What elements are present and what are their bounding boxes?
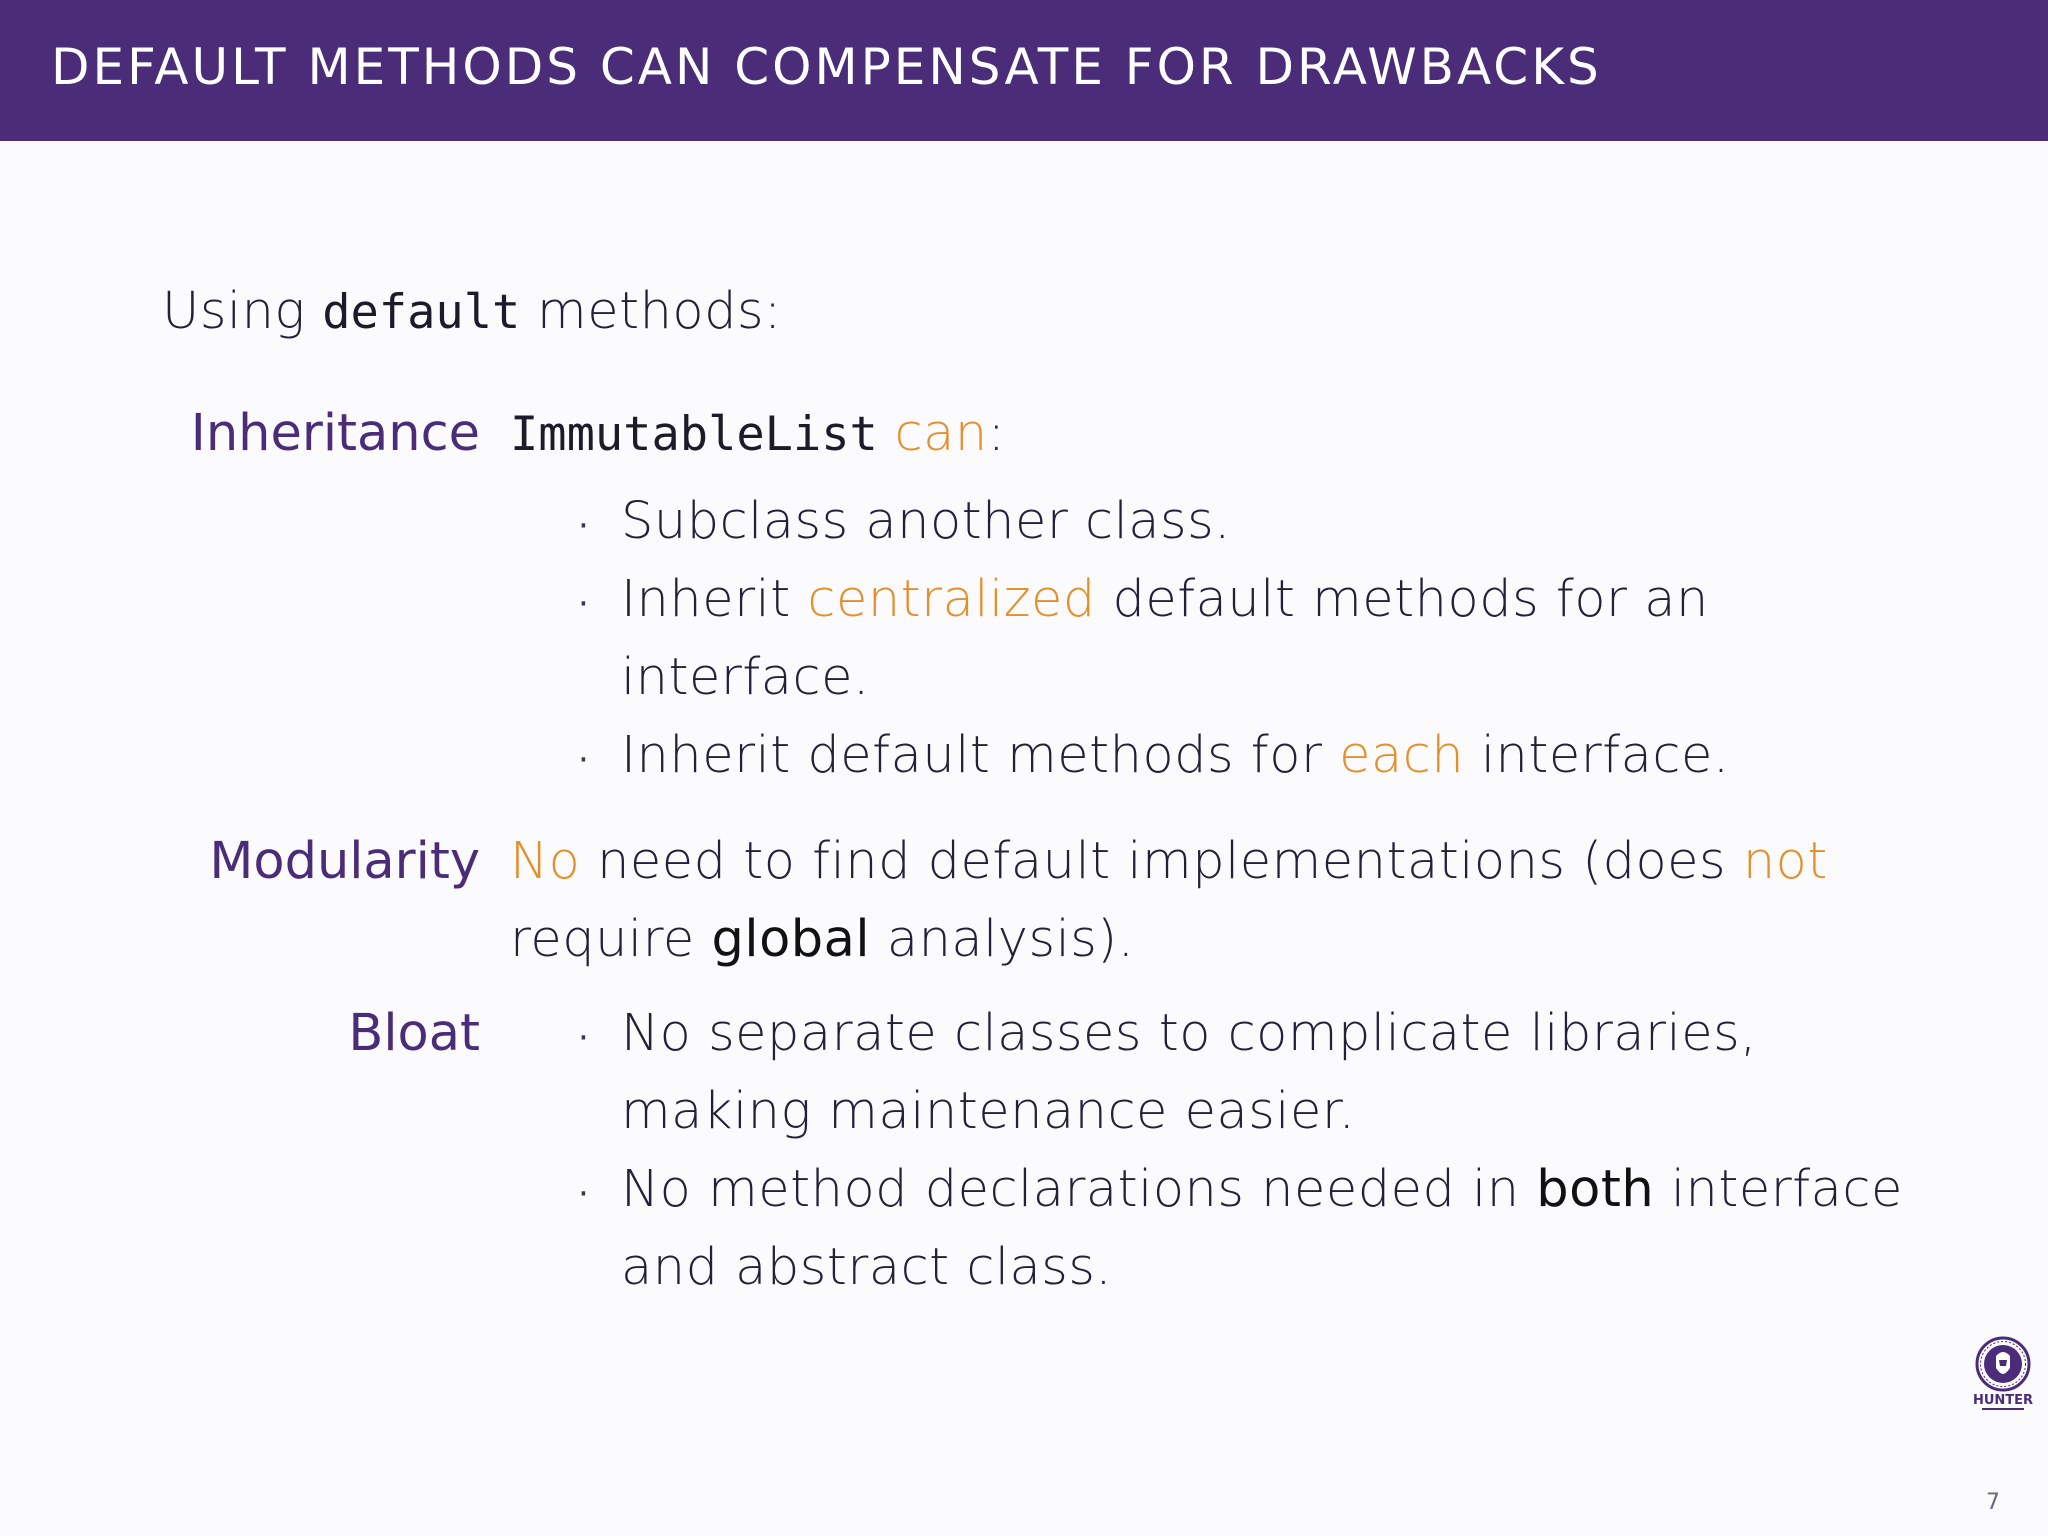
bullet-3-post: interface. (1480, 726, 1730, 785)
bullet-3-accent: each (1339, 726, 1465, 785)
bloat-bullet-2-bold: both (1536, 1160, 1655, 1219)
intro-prefix: Using (162, 282, 306, 341)
modularity-text-1: need to find default implementations (does (597, 832, 1727, 891)
term-inheritance: Inheritance (190, 404, 480, 463)
page-number: 7 (1986, 1490, 2000, 1515)
modularity-line-1 (510, 832, 1828, 891)
bullet-3-pre: Inherit default methods for (621, 726, 1323, 785)
hunter-seal-icon (1968, 1334, 2038, 1414)
inheritance-description (510, 404, 1005, 463)
intro-suffix: methods: (537, 282, 782, 341)
inheritance-bullet-1: Subclass another class. (621, 492, 1231, 551)
bullet-marker: · (578, 1174, 589, 1214)
hunter-college-logo (1968, 1334, 2038, 1414)
bullet-marker: · (578, 506, 589, 546)
bullet-marker: · (578, 584, 589, 624)
bloat-bullet-2-line-2: and abstract class. (621, 1238, 1113, 1297)
inheritance-bullet-2-line-2: interface. (621, 648, 870, 707)
intro-code: default (322, 285, 521, 340)
bloat-bullet-1: No separate classes to complicate libraries, (621, 1004, 1757, 1063)
inheritance-bullet-3 (621, 726, 1730, 785)
modularity-text-2b: analysis). (886, 910, 1135, 969)
title-bar (0, 0, 2048, 141)
inheritance-code: ImmutableList (510, 407, 878, 462)
slide-title: DEFAULT METHODS CAN COMPENSATE FOR DRAWBACKS (51, 38, 1602, 96)
bullet-marker: · (578, 740, 589, 780)
modularity-accent-1: No (510, 832, 581, 891)
modularity-bold: global (711, 910, 871, 969)
inheritance-bullet-2 (621, 570, 1709, 629)
logo-wordmark: HUNTER (1972, 1393, 2034, 1408)
bloat-bullet-2-post: interface (1670, 1160, 1903, 1219)
bloat-bullet-2-pre: No method declarations needed in (621, 1160, 1520, 1219)
inheritance-colon: : (987, 404, 1006, 463)
bloat-bullet-2 (621, 1160, 1903, 1219)
bloat-bullet-1-line-2: making maintenance easier. (621, 1082, 1356, 1141)
term-modularity: Modularity (209, 832, 480, 891)
bullet-marker: · (578, 1018, 589, 1058)
modularity-text-2a: require (510, 910, 695, 969)
modularity-accent-2: not (1742, 832, 1828, 891)
bullet-2-post: default methods for an (1112, 570, 1709, 629)
bullet-2-accent: centralized (807, 570, 1096, 629)
modularity-line-2 (510, 910, 1134, 969)
intro-line (162, 282, 782, 341)
bullet-2-pre: Inherit (621, 570, 791, 629)
term-bloat: Bloat (348, 1004, 480, 1063)
inheritance-accent: can (894, 404, 988, 463)
